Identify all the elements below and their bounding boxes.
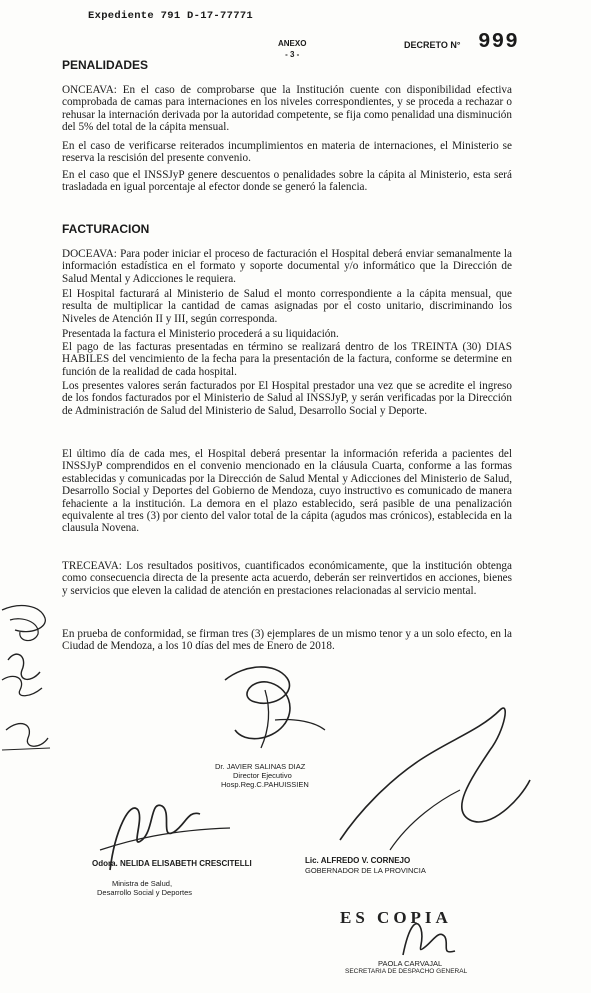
director-org: Hosp.Reg.C.PAHUISSIEN — [221, 780, 309, 789]
penalidades-paragraph-2: En el caso de verificarse reiterados incumplimientos en materia de internaciones, el Ministerio se reserva la rescisión del presente convenio. — [62, 140, 512, 165]
director-name: Dr. JAVIER SALINAS DIAZ — [215, 762, 306, 771]
minister-signature — [90, 770, 240, 890]
clause-treceava: TRECEAVA: Los resultados positivos, cuantificados económicamente, que la institución obtenga como consecuencia directa de la presente acta acuerdo, deberán ser reinvertidos en acciones, bienes y servicios que eleven la calidad de atención en prestaciones relacionadas al servicio mental. — [62, 560, 512, 597]
facturacion-paragraph-3: Presentada la factura el Ministerio procederá a su liquidación. — [62, 328, 339, 340]
facturacion-paragraph-2: El Hospital facturará al Ministerio de Salud el monto correspondiente a la cápita mensual, que resulta de multiplicar la cantidad de camas asignadas por el costo unitario, discriminando los Niveles de Atención II y III, según corresponda. — [62, 288, 512, 325]
secretary-title: SECRETARIA DE DESPACHO GENERAL — [345, 968, 468, 975]
secretary-name: PAOLA CARVAJAL — [378, 959, 443, 968]
penalidades-paragraph-3: En el caso que el INSSJyP genere descuentos o penalidades sobre la cápita al Ministerio, esta será trasladada en igual porcentaje al efector donde se generó la falencia. — [62, 169, 512, 194]
decreto-number: 999 — [478, 31, 519, 54]
director-signature — [205, 660, 335, 760]
governor-signature — [330, 690, 540, 860]
facturacion-paragraph-5: Los presentes valores serán facturados por El Hospital prestador una vez que se acredite el ingreso de los fondos facturados por el Ministerio de Salud al INSSJyP, y serán verificadas por la Dirección de Administración de Salud del Ministerio de Salud, Desarrollo Social y Deporte. — [62, 380, 512, 417]
minister-title: Ministra de Salud, — [112, 879, 173, 888]
conformidad-paragraph: En prueba de conformidad, se firman tres (3) ejemplares de un mismo tenor y a un solo efecto, en la Ciudad de Mendoza, a los 10 días del mes de Enero de 2018. — [62, 628, 512, 653]
facturacion-paragraph-4: El pago de las facturas presentadas en término se realizará dentro de los TREINTA (30) DIAS HABILES del vencimiento de la fecha para la presentación de la factura, conforme se determine en función de la realidad de cada hospital. — [62, 341, 512, 378]
anexo-page: - 3 - — [285, 50, 300, 59]
facturacion-paragraph-6: El último día de cada mes, el Hospital deberá presentar la información referida a pacientes del INSSJyP comprendidos en el convenio mencionado en la cláusula Cuarta, conforme a las formas establecidas y comunicadas por la Dirección de Salud Mental y Adicciones del Ministerio de Salud, Desarrollo Social y Deportes del Gobierno de Mendoza, cuyo instructivo es comunicado de manera fehaciente a la institución. La demora en el plazo establecido, será pasible de una penalización equivalente al tres (3) por ciento del valor total de la cápita (agudos mas crónicos), establecida en la clausula Novena. — [62, 448, 512, 535]
margin-initials-signature — [0, 600, 60, 770]
secretary-signature — [395, 915, 475, 965]
anexo-label — [278, 38, 306, 60]
section-title-penalidades: PENALIDADES — [62, 58, 149, 72]
copy-stamp: ES COPIA — [340, 908, 452, 927]
director-title: Director Ejecutivo — [233, 771, 292, 780]
clause-onceava: ONCEAVA: En el caso de comprobarse que la Institución cuente con disponibilidad efectiva comprobada de camas para internaciones en los niveles correspondientes, y se proceda a rechazar o rehusar la internación derivada por la autoridad competente, se fija como penalidad una disminución del 5% del total de la cápita mensual. — [62, 84, 512, 134]
decreto-label: DECRETO N° — [404, 40, 461, 50]
governor-name: Lic. ALFREDO V. CORNEJO — [305, 856, 411, 865]
minister-org: Desarrollo Social y Deportes — [97, 888, 193, 897]
minister-name: Odora. NELIDA ELISABETH CRESCITELLI — [92, 859, 252, 868]
anexo-title: ANEXO — [278, 39, 307, 48]
governor-title: GOBERNADOR DE LA PROVINCIA — [305, 866, 426, 875]
section-title-facturacion: FACTURACION — [62, 222, 150, 236]
clause-doceava: DOCEAVA: Para poder iniciar el proceso de facturación el Hospital deberá enviar semanalmente la información estadística en el formato y soporte documental y/o informático que la Dirección de Salud Mental y Adicciones le requiera. — [62, 248, 512, 285]
expediente-number: Expediente 791 D-17-77771 — [88, 10, 254, 22]
